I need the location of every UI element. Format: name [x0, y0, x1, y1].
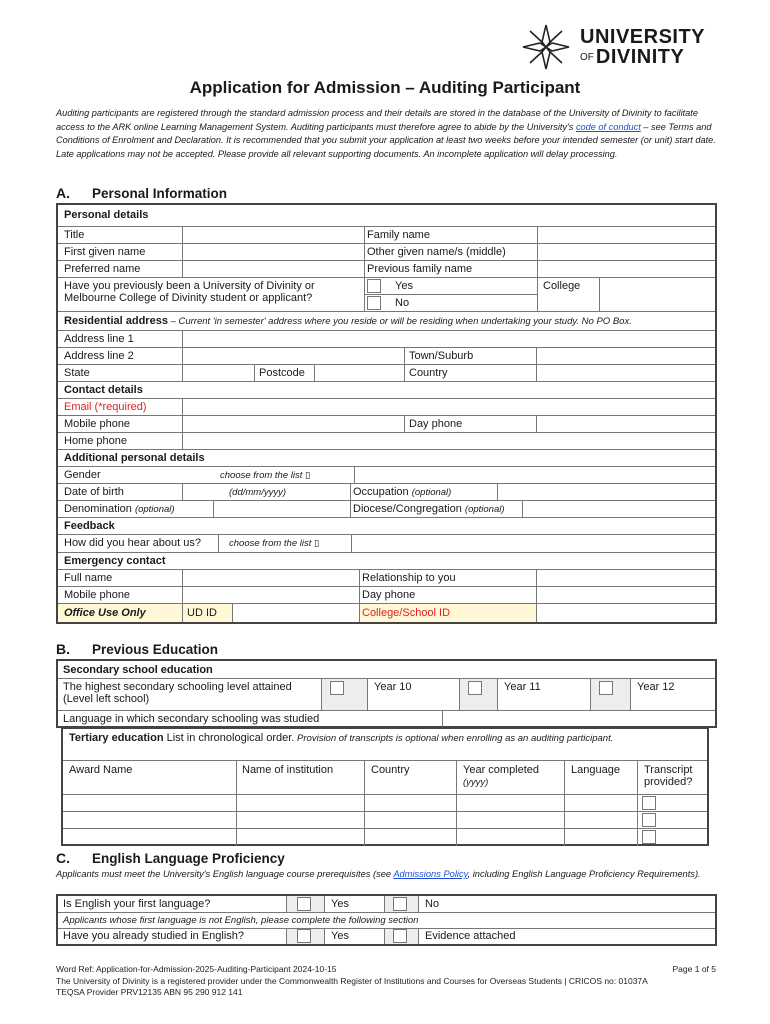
gender-label: Gender — [64, 469, 101, 481]
table-row — [63, 795, 707, 812]
previous-yes-checkbox[interactable] — [367, 279, 381, 293]
postcode-field[interactable] — [314, 365, 404, 381]
tertiary-header-row — [63, 761, 707, 795]
tertiary-education-table — [61, 727, 709, 846]
emergency-contact-heading: Emergency contact — [64, 555, 166, 567]
english-first-no-label: No — [425, 898, 440, 910]
section-a-heading: A. Personal Information — [56, 185, 228, 201]
col-institution: Name of institution — [242, 764, 334, 776]
ud-id-label: UD ID — [187, 607, 217, 619]
personal-information-table — [56, 203, 717, 624]
dob-format-hint: (dd/mm/yyyy) — [229, 487, 286, 498]
emergency-day-phone-label: Day phone — [362, 589, 416, 601]
college-label: College — [543, 280, 581, 292]
emergency-full-name-label: Full name — [64, 572, 113, 584]
code-of-conduct-link[interactable]: code of conduct — [575, 121, 641, 132]
schooling-language-label: Language in which secondary schooling was studied — [63, 713, 320, 725]
day-phone-field[interactable] — [536, 416, 715, 432]
previous-no-label: No — [395, 297, 410, 309]
logo-text-university: UNIVERSITY — [580, 26, 706, 48]
diocese-field[interactable] — [522, 501, 715, 517]
studied-in-english-label: Have you already studied in English? — [63, 930, 245, 942]
office-use-label: Office Use Only — [64, 607, 146, 619]
email-field[interactable] — [182, 399, 715, 415]
english-first-language-label: Is English your first language? — [63, 898, 211, 910]
address-line-1-field[interactable] — [182, 331, 715, 347]
evidence-checkbox[interactable] — [393, 929, 407, 943]
studied-yes-checkbox[interactable] — [297, 929, 311, 943]
col-transcript: Transcript provided? — [644, 764, 693, 788]
mobile-phone-label: Mobile phone — [64, 418, 131, 430]
year-10-checkbox[interactable] — [330, 681, 344, 695]
year-12-label: Year 12 — [637, 681, 675, 693]
highest-level-label: The highest secondary schooling level attained (Level left school) — [63, 681, 292, 705]
year-11-label: Year 11 — [504, 681, 541, 693]
col-award-name: Award Name — [69, 764, 133, 776]
section-b-heading: B. Previous Education — [56, 641, 219, 657]
emergency-full-name-field[interactable] — [182, 570, 359, 586]
family-name-field[interactable] — [537, 227, 715, 243]
intro-paragraph: Auditing participants are registered through the standard admission process and their details are stored in the database of the University of Divinity to facilitate access to the ARK online Learning Management System. Auditing participants must therefore agree to abide by the University's code of conduct – see Terms and Conditions of Enrolment and Declaration. It is recommended that you submit your application at least two weeks before your intended semester (or unit) start date. Late applications may not be accepted. Please provide all relevant supporting documents. An incomplete application will delay processing. — [56, 108, 716, 159]
hear-select-placeholder: choose from the list ▯ — [229, 538, 320, 549]
address-line-2-label: Address line 2 — [64, 350, 134, 362]
secondary-education-table — [56, 659, 717, 728]
studied-yes-label: Yes — [331, 930, 349, 942]
hear-other-field[interactable] — [351, 535, 715, 552]
day-phone-label: Day phone — [409, 418, 463, 430]
section-c-heading: C. English Language Proficiency — [56, 850, 285, 866]
gender-select-placeholder: choose from the list ▯ — [220, 470, 311, 481]
college-id-field[interactable] — [536, 604, 715, 622]
transcript-checkbox[interactable] — [642, 813, 656, 827]
country-label: Country — [409, 367, 448, 379]
emergency-mobile-label: Mobile phone — [64, 589, 131, 601]
university-logo — [518, 22, 708, 72]
home-phone-field[interactable] — [182, 433, 715, 449]
previous-student-question: Have you previously been a University of Divinity or Melbourne College of Divinity student or applicant? — [64, 280, 315, 304]
college-field[interactable] — [599, 278, 715, 311]
relationship-field[interactable] — [536, 570, 715, 586]
occupation-label: Occupation (optional) — [353, 486, 452, 498]
address-line-1-label: Address line 1 — [64, 333, 134, 345]
preferred-name-label: Preferred name — [64, 263, 141, 275]
table-row — [63, 812, 707, 829]
footer-word-ref: Word Ref: Application-for-Admission-2025-Auditing-Participant 2024-10-15 — [56, 964, 337, 974]
dob-field[interactable] — [182, 484, 350, 500]
address-line-2-field[interactable] — [182, 348, 404, 364]
country-field[interactable] — [536, 365, 715, 381]
english-proficiency-table — [56, 894, 717, 946]
transcript-checkbox[interactable] — [642, 830, 656, 844]
previous-no-checkbox[interactable] — [367, 296, 381, 310]
ud-id-field[interactable] — [232, 604, 359, 622]
previous-yes-label: Yes — [395, 280, 413, 292]
email-label: Email (*required) — [64, 401, 147, 413]
first-given-name-label: First given name — [64, 246, 146, 258]
year-12-checkbox[interactable] — [599, 681, 613, 695]
logo-emblem-icon — [518, 22, 574, 72]
residential-address-heading: Residential address – Current 'in semester' address where you reside or will be residing when undertaking your study. No PO Box. — [64, 315, 632, 327]
english-first-yes-checkbox[interactable] — [297, 897, 311, 911]
occupation-field[interactable] — [497, 484, 715, 500]
schooling-language-field[interactable] — [442, 711, 715, 728]
hear-about-us-select[interactable] — [218, 535, 351, 552]
preferred-name-field[interactable] — [182, 261, 364, 277]
year-11-checkbox[interactable] — [468, 681, 482, 695]
tertiary-heading: Tertiary education List in chronological order. Provision of transcripts is optional when enrolling as an auditing participant. — [69, 732, 614, 744]
year-10-label: Year 10 — [374, 681, 412, 693]
footer-teqsa: TEQSA Provider PRV12135 ABN 95 290 912 141 — [56, 987, 243, 997]
town-suburb-label: Town/Suburb — [409, 350, 474, 362]
denomination-label: Denomination (optional) — [64, 503, 175, 515]
denomination-field[interactable] — [213, 501, 350, 517]
previous-family-name-label: Previous family name — [367, 263, 473, 275]
page-number: Page 1 of 5 — [672, 964, 716, 974]
english-requirements-note: Applicants must meet the University's English language course prerequisites (see Admissions Policy, including English Language Proficiency Requirements). — [56, 869, 701, 879]
english-first-no-checkbox[interactable] — [393, 897, 407, 911]
feedback-heading: Feedback — [64, 520, 115, 532]
college-id-label: College/School ID — [362, 607, 451, 619]
town-suburb-field[interactable] — [536, 348, 715, 364]
mobile-phone-field[interactable] — [182, 416, 404, 432]
col-country: Country — [371, 764, 410, 776]
page-title: Application for Admission – Auditing Participant — [189, 78, 581, 97]
state-label: State — [64, 367, 90, 379]
diocese-label: Diocese/Congregation (optional) — [353, 503, 505, 515]
title-field[interactable] — [182, 227, 364, 243]
logo-text-divinity: OF DIVINITY — [580, 46, 685, 68]
other-given-names-field[interactable] — [537, 244, 715, 260]
relationship-label: Relationship to you — [362, 572, 456, 584]
complete-following-note: Applicants whose first language is not English, please complete the following section — [63, 915, 419, 926]
transcript-checkbox[interactable] — [642, 796, 656, 810]
col-year-completed: Year completed (yyyy) — [463, 764, 540, 788]
emergency-mobile-field[interactable] — [182, 587, 359, 603]
footer-cricos: The University of Divinity is a registered provider under the Commonwealth Register of Institutions and Courses for Overseas Students | CRICOS no: 01037A — [56, 976, 648, 986]
contact-details-heading: Contact details — [64, 384, 143, 396]
secondary-heading: Secondary school education — [63, 664, 213, 676]
emergency-day-phone-field[interactable] — [536, 587, 715, 603]
gender-select[interactable] — [182, 467, 354, 483]
table-row — [63, 829, 707, 846]
page-footer — [56, 964, 716, 998]
previous-family-name-field[interactable] — [537, 261, 715, 277]
state-field[interactable] — [182, 365, 254, 381]
title-label: Title — [64, 229, 85, 241]
postcode-label: Postcode — [259, 367, 305, 379]
admissions-policy-link[interactable]: Admissions Policy — [393, 869, 468, 879]
gender-other-field[interactable] — [354, 467, 715, 483]
home-phone-label: Home phone — [64, 435, 127, 447]
evidence-attached-label: Evidence attached — [425, 930, 516, 942]
personal-details-heading: Personal details — [64, 209, 149, 221]
dob-label: Date of birth — [64, 486, 124, 498]
additional-details-heading: Additional personal details — [64, 452, 205, 464]
first-given-name-field[interactable] — [182, 244, 364, 260]
col-language: Language — [571, 764, 620, 776]
family-name-label: Family name — [367, 229, 430, 241]
english-first-yes-label: Yes — [331, 898, 349, 910]
other-given-names-label: Other given name/s (middle) — [367, 246, 506, 258]
hear-about-us-label: How did you hear about us? — [64, 537, 201, 549]
